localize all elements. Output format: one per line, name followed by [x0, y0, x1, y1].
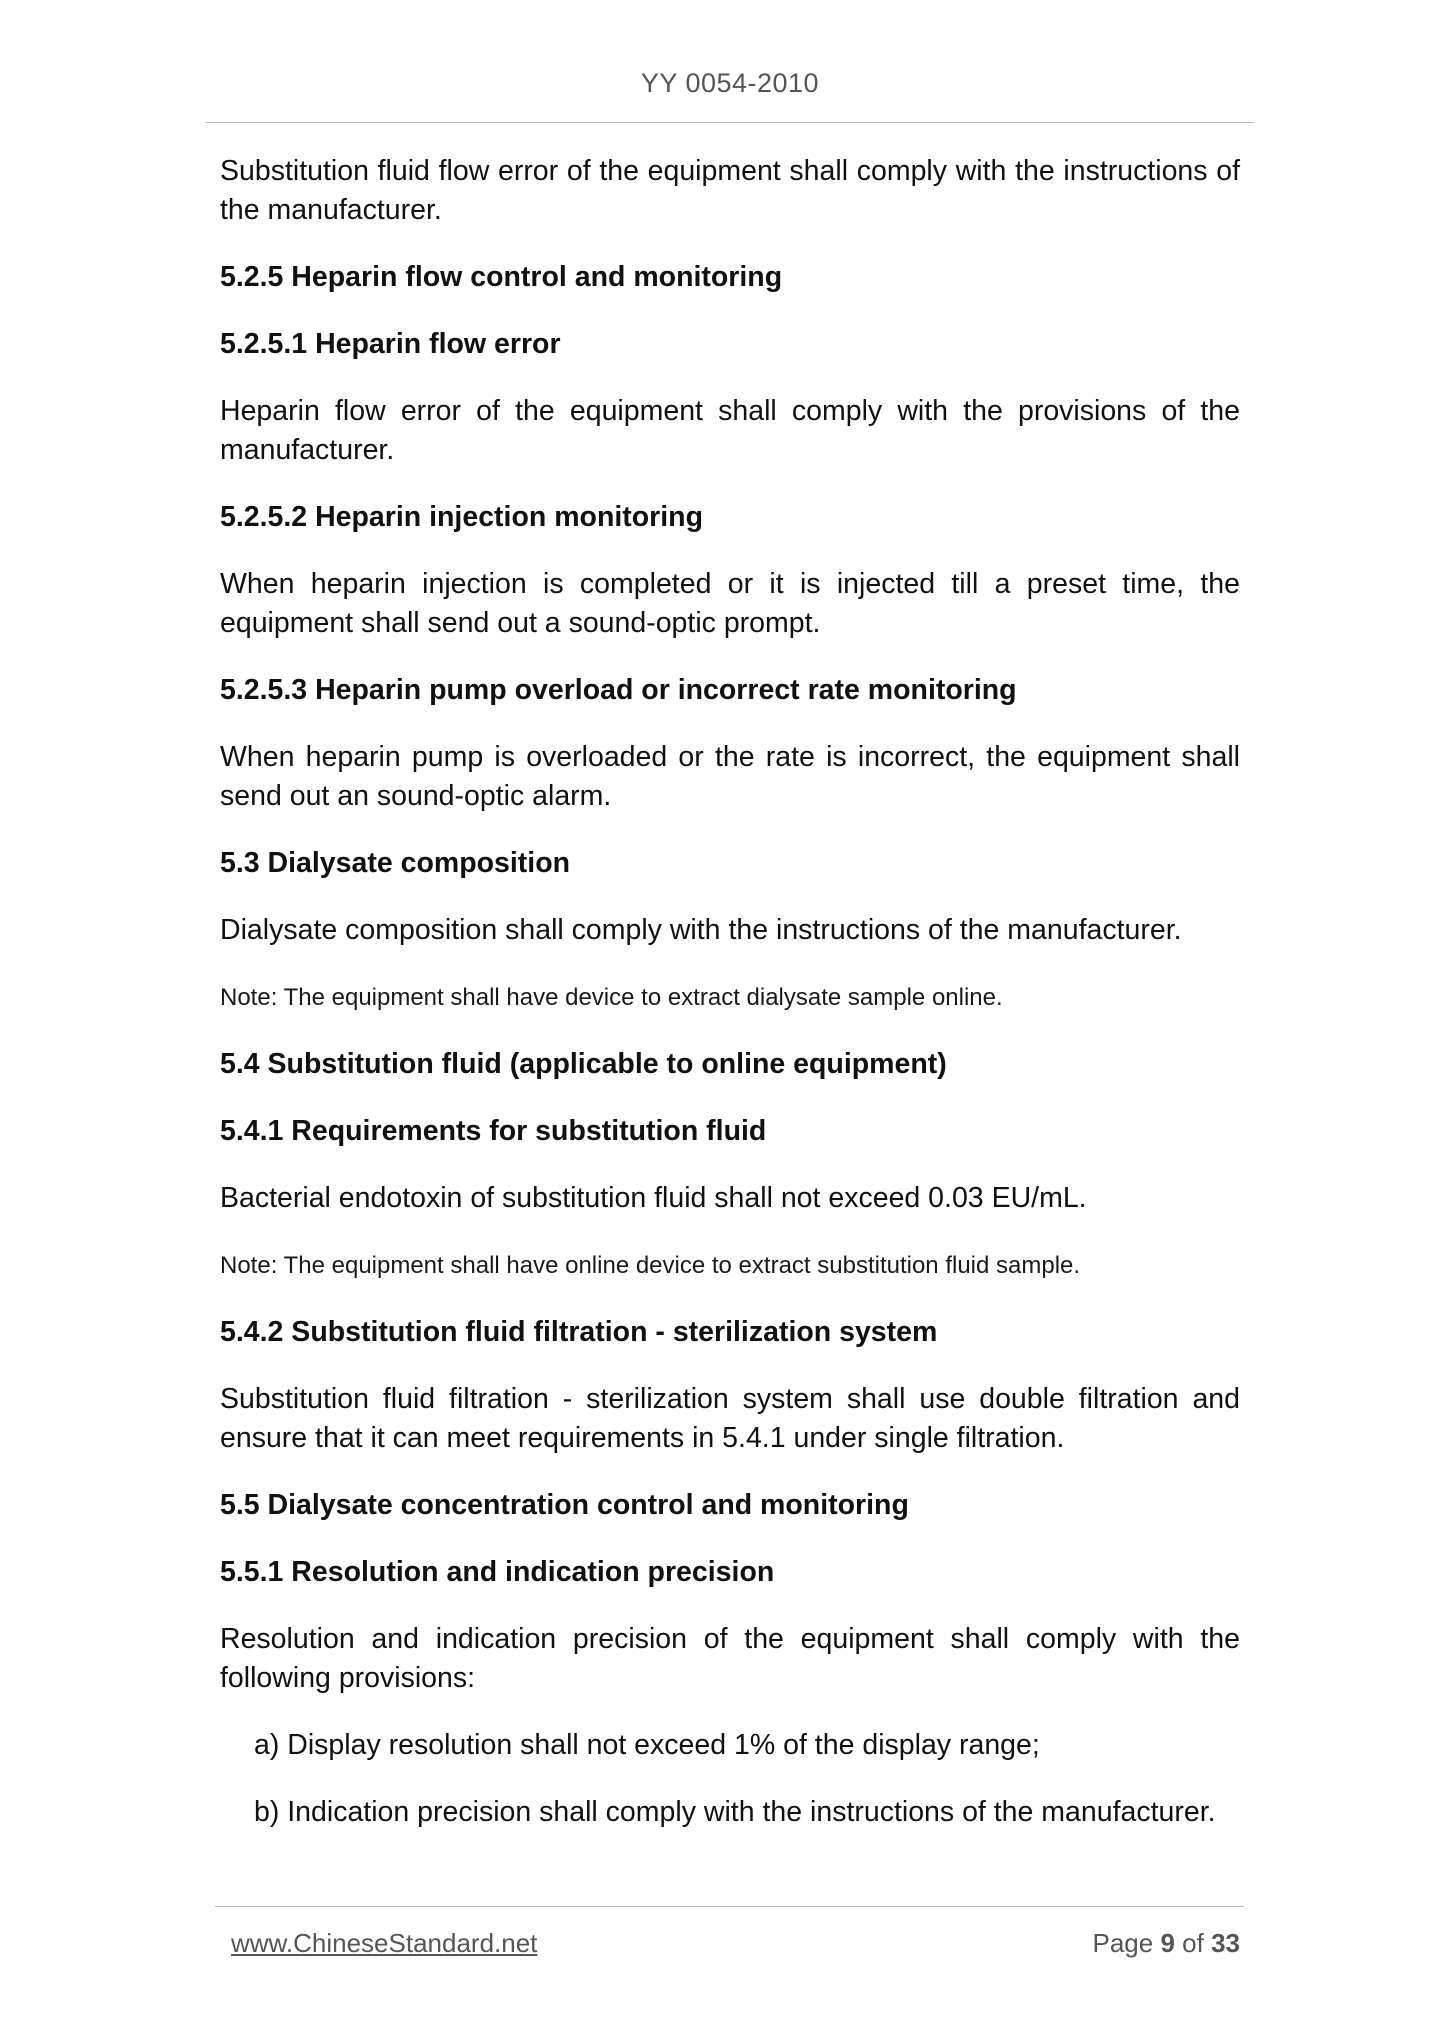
- note: Note: The equipment shall have device to extract dialysate sample online.: [220, 984, 1003, 1011]
- page-content: [220, 152, 1240, 1860]
- list-item: b) Indication precision shall comply with the instructions of the manufacturer.: [254, 1796, 1216, 1828]
- section-heading: 5.2.5 Heparin flow control and monitoring: [220, 261, 783, 293]
- paragraph: Resolution and indication precision of the equipment shall comply with the following provisions:: [220, 1623, 1240, 1694]
- footer-divider: [215, 1906, 1244, 1907]
- page-of: of: [1182, 1928, 1204, 1958]
- page-label: Page: [1092, 1928, 1154, 1958]
- header-divider: [206, 122, 1254, 123]
- section-heading: 5.4.1 Requirements for substitution fluid: [220, 1115, 767, 1147]
- paragraph: Substitution fluid filtration - sterilization system shall use double filtration and ensure that it can meet requirements in 5.4.1 under single filtration.: [220, 1383, 1240, 1454]
- paragraph: Dialysate composition shall comply with the instructions of the manufacturer.: [220, 914, 1182, 946]
- paragraph: When heparin pump is overloaded or the rate is incorrect, the equipment shall send out an sound-optic alarm.: [220, 741, 1240, 812]
- page-total: 33: [1211, 1928, 1240, 1958]
- section-heading: 5.5 Dialysate concentration control and monitoring: [220, 1489, 909, 1521]
- section-heading: 5.5.1 Resolution and indication precision: [220, 1556, 775, 1588]
- section-heading: 5.2.5.1 Heparin flow error: [220, 328, 561, 360]
- section-heading: 5.2.5.3 Heparin pump overload or incorrect rate monitoring: [220, 674, 1017, 706]
- section-heading: 5.4.2 Substitution fluid filtration - sterilization system: [220, 1316, 938, 1348]
- section-heading: 5.3 Dialysate composition: [220, 847, 571, 879]
- paragraph: Substitution fluid flow error of the equipment shall comply with the instructions of the manufacturer.: [220, 155, 1240, 226]
- list-item: a) Display resolution shall not exceed 1% of the display range;: [254, 1729, 1040, 1761]
- section-heading: 5.2.5.2 Heparin injection monitoring: [220, 501, 703, 533]
- document-id-header: YY 0054-2010: [640, 68, 820, 98]
- paragraph: When heparin injection is completed or it is injected till a preset time, the equipment shall send out a sound-optic prompt.: [220, 568, 1240, 639]
- note: Note: The equipment shall have online device to extract substitution fluid sample.: [220, 1252, 1081, 1279]
- section-heading: 5.4 Substitution fluid (applicable to online equipment): [220, 1048, 947, 1080]
- paragraph: Heparin flow error of the equipment shall comply with the provisions of the manufacturer.: [220, 395, 1240, 466]
- paragraph: Bacterial endotoxin of substitution fluid shall not exceed 0.03 EU/mL.: [220, 1182, 1087, 1214]
- page-current: 9: [1160, 1928, 1175, 1958]
- website-link[interactable]: www.ChineseStandard.net: [231, 1928, 538, 1958]
- page-number: [1092, 1928, 1240, 1959]
